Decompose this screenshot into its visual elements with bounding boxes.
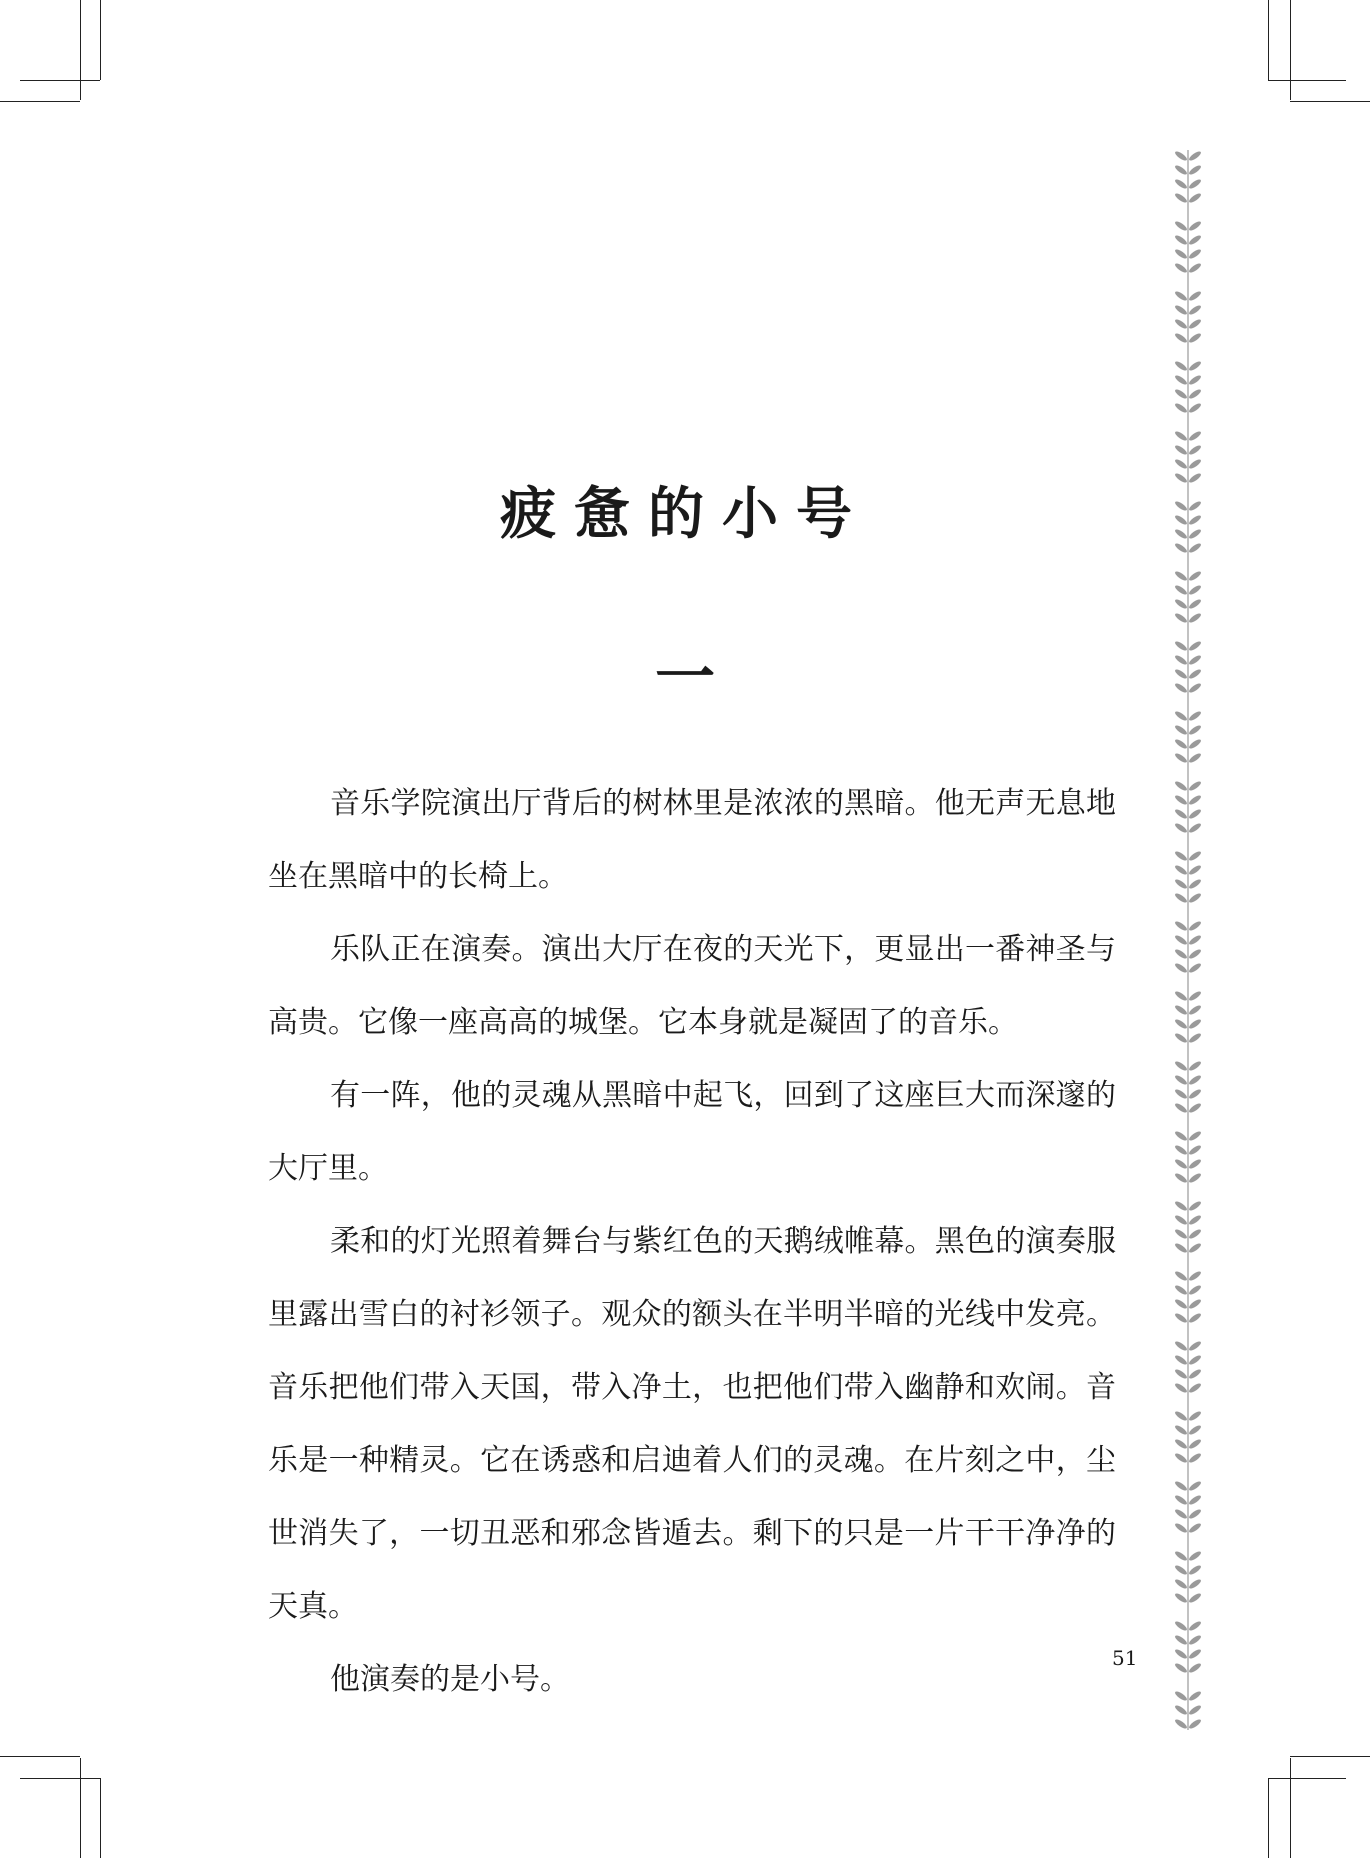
leaf-icon bbox=[1174, 360, 1188, 372]
leaf-icon bbox=[1188, 1522, 1202, 1534]
leaf-icon bbox=[1174, 1578, 1188, 1590]
leaf-icon bbox=[1174, 920, 1188, 932]
leaf-icon bbox=[1174, 332, 1188, 344]
leaf-icon bbox=[1174, 584, 1188, 596]
leaf-icon bbox=[1174, 1368, 1188, 1380]
leaf-icon bbox=[1188, 920, 1202, 932]
paragraph: 音乐学院演出厅背后的树林里是浓浓的黑暗。他无声无息地坐在黑暗中的长椅上。 bbox=[268, 786, 1116, 894]
leaf-icon bbox=[1174, 1648, 1188, 1660]
leaf-icon bbox=[1188, 164, 1202, 176]
leaf-icon bbox=[1174, 1508, 1188, 1520]
leaf-icon bbox=[1174, 1564, 1188, 1576]
leaf-icon bbox=[1174, 402, 1188, 414]
leaf-icon bbox=[1174, 220, 1188, 232]
leaf-icon bbox=[1174, 1410, 1188, 1422]
leaf-icon bbox=[1174, 1172, 1188, 1184]
crop-mark-top-left-horizontal-inner bbox=[20, 80, 100, 81]
leaf-icon bbox=[1174, 1018, 1188, 1030]
leaf-icon bbox=[1174, 1032, 1188, 1044]
leaf-icon bbox=[1174, 990, 1188, 1002]
crop-mark-bottom-left-horizontal bbox=[0, 1756, 80, 1757]
leaf-icon bbox=[1188, 1578, 1202, 1590]
leaf-icon bbox=[1188, 458, 1202, 470]
leaf-icon bbox=[1188, 1144, 1202, 1156]
leaf-icon bbox=[1188, 892, 1202, 904]
leaf-icon bbox=[1188, 1620, 1202, 1632]
leaf-icon bbox=[1188, 570, 1202, 582]
leaf-vine-border bbox=[1165, 150, 1211, 1730]
leaf-icon bbox=[1188, 1312, 1202, 1324]
leaf-icon bbox=[1174, 388, 1188, 400]
crop-mark-top-left-vertical bbox=[100, 0, 101, 80]
leaf-icon bbox=[1188, 150, 1202, 162]
leaf-icon bbox=[1188, 1382, 1202, 1394]
leaf-icon bbox=[1174, 1102, 1188, 1114]
leaf-icon bbox=[1174, 1312, 1188, 1324]
leaf-icon bbox=[1188, 1452, 1202, 1464]
paragraph: 乐队正在演奏。演出大厅在夜的天光下，更显出一番神圣与高贵。它像一座高高的城堡。它本身就是凝固了的音乐。 bbox=[268, 932, 1116, 1040]
leaf-icon bbox=[1188, 780, 1202, 792]
leaf-icon bbox=[1188, 374, 1202, 386]
leaf-icon bbox=[1174, 1620, 1188, 1632]
leaf-icon bbox=[1188, 1368, 1202, 1380]
leaf-icon bbox=[1174, 1718, 1188, 1730]
leaf-icon bbox=[1174, 444, 1188, 456]
paragraph: 柔和的灯光照着舞台与紫红色的天鹅绒帷幕。黑色的演奏服里露出雪白的衬衫领子。观众的额头在半明半暗的光线中发亮。音乐把他们带入天国，带入净土，也把他们带入幽静和欢闹。音乐是一种精灵。它在诱惑和启迪着人们的灵魂。在片刻之中，尘世消失了，一切丑恶和邪念皆遁去。剩下的只是一片干干净净的天真。 bbox=[268, 1224, 1116, 1624]
leaf-icon bbox=[1188, 1564, 1202, 1576]
leaf-icon bbox=[1188, 584, 1202, 596]
leaf-icon bbox=[1174, 598, 1188, 610]
leaf-icon bbox=[1188, 192, 1202, 204]
leaf-icon bbox=[1174, 1298, 1188, 1310]
leaf-icon bbox=[1174, 1550, 1188, 1562]
crop-mark-bottom-right-vertical bbox=[1268, 1778, 1269, 1858]
leaf-icon bbox=[1188, 1242, 1202, 1254]
leaf-icon bbox=[1188, 808, 1202, 820]
leaf-icon bbox=[1188, 234, 1202, 246]
leaf-icon bbox=[1174, 178, 1188, 190]
leaf-icon bbox=[1188, 962, 1202, 974]
leaf-icon bbox=[1188, 248, 1202, 260]
leaf-icon bbox=[1174, 808, 1188, 820]
leaf-icon bbox=[1174, 234, 1188, 246]
leaf-icon bbox=[1188, 1298, 1202, 1310]
leaf-icon bbox=[1188, 1102, 1202, 1114]
leaf-icon bbox=[1188, 318, 1202, 330]
leaf-icon bbox=[1188, 934, 1202, 946]
leaf-icon bbox=[1174, 1662, 1188, 1674]
paragraph: 他演奏的是小号。 bbox=[330, 1662, 570, 1697]
leaf-icon bbox=[1174, 570, 1188, 582]
leaf-icon bbox=[1188, 1354, 1202, 1366]
leaf-icon bbox=[1174, 724, 1188, 736]
crop-mark-bottom-left-vertical-inner bbox=[100, 1778, 101, 1858]
leaf-icon bbox=[1188, 710, 1202, 722]
leaf-icon bbox=[1188, 1270, 1202, 1282]
leaf-icon bbox=[1188, 1508, 1202, 1520]
leaf-icon bbox=[1174, 794, 1188, 806]
leaf-icon bbox=[1174, 1452, 1188, 1464]
leaf-icon bbox=[1174, 1270, 1188, 1282]
leaf-icon bbox=[1174, 1340, 1188, 1352]
leaf-icon bbox=[1174, 248, 1188, 260]
leaf-icon bbox=[1174, 1690, 1188, 1702]
leaf-icon bbox=[1174, 164, 1188, 176]
leaf-icon bbox=[1188, 598, 1202, 610]
leaf-icon bbox=[1188, 1340, 1202, 1352]
chapter-number: 一 bbox=[655, 643, 715, 713]
leaf-icon bbox=[1188, 1662, 1202, 1674]
leaf-icon bbox=[1188, 1018, 1202, 1030]
crop-mark-top-left-horizontal bbox=[0, 101, 80, 102]
leaf-icon bbox=[1188, 388, 1202, 400]
leaf-icon bbox=[1188, 1690, 1202, 1702]
leaf-icon bbox=[1188, 1214, 1202, 1226]
leaf-icon bbox=[1174, 304, 1188, 316]
leaf-icon bbox=[1174, 1074, 1188, 1086]
leaf-icon bbox=[1188, 1200, 1202, 1212]
leaf-icon bbox=[1188, 1718, 1202, 1730]
crop-mark-bottom-right-vertical-inner bbox=[1290, 1758, 1291, 1858]
leaf-icon bbox=[1174, 1144, 1188, 1156]
leaf-icon bbox=[1174, 934, 1188, 946]
leaf-icon bbox=[1174, 710, 1188, 722]
leaf-icon bbox=[1174, 780, 1188, 792]
leaf-icon bbox=[1188, 1172, 1202, 1184]
leaf-icon bbox=[1174, 1158, 1188, 1170]
crop-mark-bottom-left-vertical bbox=[80, 1758, 81, 1858]
page-number: 51 bbox=[1112, 1646, 1138, 1670]
leaf-icon bbox=[1188, 738, 1202, 750]
leaf-icon bbox=[1188, 304, 1202, 316]
leaf-icon bbox=[1188, 1088, 1202, 1100]
leaf-icon bbox=[1174, 458, 1188, 470]
leaf-icon bbox=[1188, 612, 1202, 624]
leaf-icon bbox=[1174, 822, 1188, 834]
leaf-icon bbox=[1174, 430, 1188, 442]
leaf-icon bbox=[1174, 1704, 1188, 1716]
leaf-icon bbox=[1188, 1592, 1202, 1604]
body-text bbox=[268, 767, 1116, 1716]
leaf-icon bbox=[1188, 1704, 1202, 1716]
leaf-icon bbox=[1174, 192, 1188, 204]
leaf-icon bbox=[1174, 612, 1188, 624]
leaf-icon bbox=[1188, 1060, 1202, 1072]
leaf-icon bbox=[1174, 1382, 1188, 1394]
leaf-icon bbox=[1188, 290, 1202, 302]
leaf-icon bbox=[1188, 822, 1202, 834]
leaf-icon bbox=[1174, 892, 1188, 904]
leaf-icon bbox=[1174, 1634, 1188, 1646]
leaf-icon bbox=[1174, 1200, 1188, 1212]
leaf-icon bbox=[1174, 878, 1188, 890]
leaf-icon bbox=[1174, 1228, 1188, 1240]
leaf-icon bbox=[1188, 1480, 1202, 1492]
leaf-icon bbox=[1188, 794, 1202, 806]
leaf-icon bbox=[1174, 1130, 1188, 1142]
leaf-icon bbox=[1188, 1074, 1202, 1086]
crop-mark-top-left-vertical-inner bbox=[80, 0, 81, 100]
leaf-icon bbox=[1188, 1158, 1202, 1170]
leaf-icon bbox=[1174, 1242, 1188, 1254]
leaf-icon bbox=[1188, 430, 1202, 442]
paragraph: 有一阵，他的灵魂从黑暗中起飞，回到了这座巨大而深邃的大厅里。 bbox=[268, 1078, 1116, 1186]
crop-mark-top-right-vertical bbox=[1268, 0, 1269, 80]
leaf-icon bbox=[1174, 1480, 1188, 1492]
leaf-icon bbox=[1174, 1214, 1188, 1226]
leaf-icon bbox=[1174, 864, 1188, 876]
leaf-icon bbox=[1174, 318, 1188, 330]
leaf-icon bbox=[1174, 738, 1188, 750]
crop-mark-top-right-vertical-inner bbox=[1290, 0, 1291, 100]
crop-mark-top-right-horizontal bbox=[1290, 101, 1370, 102]
leaf-icon bbox=[1174, 374, 1188, 386]
leaf-icon bbox=[1174, 1060, 1188, 1072]
crop-mark-bottom-right-horizontal-inner bbox=[1268, 1778, 1346, 1779]
page-title: 疲惫的小号 bbox=[500, 481, 870, 547]
leaf-icon bbox=[1188, 1438, 1202, 1450]
leaf-icon bbox=[1188, 990, 1202, 1002]
leaf-icon bbox=[1188, 1228, 1202, 1240]
leaf-icon bbox=[1188, 752, 1202, 764]
leaf-icon bbox=[1188, 402, 1202, 414]
leaf-icon bbox=[1188, 220, 1202, 232]
leaf-icon bbox=[1188, 1634, 1202, 1646]
leaf-icon bbox=[1188, 1494, 1202, 1506]
leaf-icon bbox=[1188, 1004, 1202, 1016]
leaf-icon bbox=[1174, 1592, 1188, 1604]
leaf-icon bbox=[1174, 948, 1188, 960]
leaf-icon bbox=[1188, 948, 1202, 960]
leaf-icon bbox=[1188, 850, 1202, 862]
leaf-icon bbox=[1188, 1032, 1202, 1044]
leaf-icon bbox=[1174, 1004, 1188, 1016]
leaf-icon bbox=[1188, 724, 1202, 736]
leaf-icon bbox=[1174, 1424, 1188, 1436]
crop-mark-top-right-horizontal-inner bbox=[1268, 80, 1346, 81]
leaf-icon bbox=[1174, 1088, 1188, 1100]
crop-mark-bottom-left-horizontal-inner bbox=[20, 1778, 100, 1779]
leaf-icon bbox=[1174, 1354, 1188, 1366]
leaf-icon bbox=[1188, 178, 1202, 190]
leaf-icon bbox=[1188, 878, 1202, 890]
leaf-icon bbox=[1188, 1410, 1202, 1422]
leaf-icon bbox=[1188, 1130, 1202, 1142]
crop-mark-bottom-right-horizontal bbox=[1290, 1756, 1370, 1757]
leaf-icon bbox=[1174, 262, 1188, 274]
leaf-icon bbox=[1174, 1494, 1188, 1506]
leaf-icon bbox=[1188, 1648, 1202, 1660]
leaf-icon bbox=[1188, 332, 1202, 344]
leaf-icon bbox=[1174, 1438, 1188, 1450]
leaf-icon bbox=[1188, 1284, 1202, 1296]
leaf-icon bbox=[1188, 864, 1202, 876]
leaf-icon bbox=[1188, 262, 1202, 274]
leaf-icon bbox=[1174, 752, 1188, 764]
leaf-icon bbox=[1174, 1284, 1188, 1296]
leaf-icon bbox=[1174, 962, 1188, 974]
leaf-icon bbox=[1174, 1522, 1188, 1534]
leaf-icon bbox=[1188, 444, 1202, 456]
leaf-icon bbox=[1188, 1550, 1202, 1562]
leaf-icon bbox=[1188, 1424, 1202, 1436]
leaf-icon bbox=[1174, 850, 1188, 862]
leaf-icon bbox=[1174, 290, 1188, 302]
leaf-icon bbox=[1188, 360, 1202, 372]
leaf-icon bbox=[1174, 150, 1188, 162]
